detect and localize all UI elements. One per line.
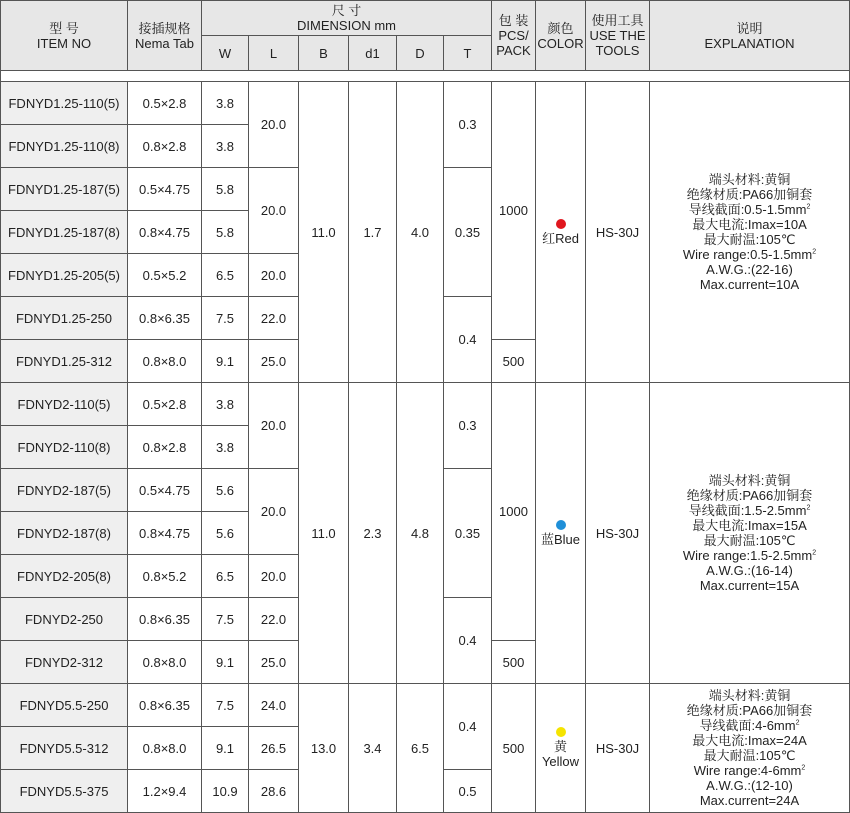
model-cell: FDNYD1.25-110(5): [1, 82, 128, 125]
pack-cell: 500: [492, 684, 536, 813]
l-cell: 22.0: [249, 598, 299, 641]
model-cell: FDNYD1.25-205(5): [1, 254, 128, 297]
tab-cell: 0.8×8.0: [128, 340, 202, 383]
tool-cell: HS-30J: [586, 383, 650, 684]
tab-cell: 0.8×6.35: [128, 297, 202, 340]
tab-cell: 0.8×8.0: [128, 641, 202, 684]
header-nema-tab: 接插规格 Nema Tab: [128, 1, 202, 71]
tab-cell: 0.8×8.0: [128, 727, 202, 770]
table-row: [1, 82, 850, 125]
t-cell: 0.35: [444, 168, 492, 297]
t-cell: 0.4: [444, 598, 492, 684]
model-cell: FDNYD2-250: [1, 598, 128, 641]
t-cell: 0.3: [444, 82, 492, 168]
d1-cell: 1.7: [349, 82, 397, 383]
tab-cell: 0.5×2.8: [128, 383, 202, 426]
model-cell: FDNYD1.25-187(5): [1, 168, 128, 211]
header-dim-d1: d1: [349, 36, 397, 71]
header-dimension: 尺 寸 DIMENSION mm: [202, 1, 492, 36]
header-dim-t: T: [444, 36, 492, 71]
d1-cell: 2.3: [349, 383, 397, 684]
w-cell: 6.5: [202, 555, 249, 598]
header-dim-l: L: [249, 36, 299, 71]
color-cell: 红Red: [536, 82, 586, 383]
w-cell: 6.5: [202, 254, 249, 297]
d-cell: 6.5: [397, 684, 444, 813]
t-cell: 0.35: [444, 469, 492, 598]
l-cell: 20.0: [249, 469, 299, 555]
explanation-cell: 端头材料:黄铜 绝缘材质:PA66加铜套 导线截面$:4-6mm^2$ 最大电流:Imax=24A 最大耐温:105℃ Wire $range:4-6mm^2$ A.W.G.:(12-10) Max.current=24A: [650, 684, 850, 813]
red-color-dot: [556, 219, 566, 229]
model-cell: FDNYD2-205(8): [1, 555, 128, 598]
l-cell: 22.0: [249, 297, 299, 340]
l-cell: 20.0: [249, 383, 299, 469]
header-pack: 包 装 PCS/ PACK: [492, 1, 536, 71]
b-cell: 13.0: [299, 684, 349, 813]
l-cell: 20.0: [249, 168, 299, 254]
header-dim-w: W: [202, 36, 249, 71]
w-cell: 5.6: [202, 512, 249, 555]
table-row: [1, 684, 850, 727]
explanation-cell: 端头材料:黄铜 绝缘材质:PA66加铜套 导线截面$:0.5-1.5mm^2$ 最大电流:Imax=10A 最大耐温:105℃ Wire $range:0.5-1.5mm^2$ A.W.G.:(22-16) Max.current=10A: [650, 82, 850, 383]
w-cell: 7.5: [202, 684, 249, 727]
w-cell: 7.5: [202, 598, 249, 641]
tab-cell: 0.5×4.75: [128, 168, 202, 211]
l-cell: 20.0: [249, 82, 299, 168]
header-spacer: [1, 71, 850, 82]
pack-cell: 1000: [492, 82, 536, 340]
l-cell: 28.6: [249, 770, 299, 813]
color-cell: 蓝Blue: [536, 383, 586, 684]
explanation-cell: 端头材料:黄铜 绝缘材质:PA66加铜套 导线截面$:1.5-2.5mm^2$ 最大电流:Imax=15A 最大耐温:105℃ Wire $range:1.5-2.5mm^2$ A.W.G.:(16-14) Max.current=15A: [650, 383, 850, 684]
tab-cell: 0.8×6.35: [128, 598, 202, 641]
header-dim-b: B: [299, 36, 349, 71]
yellow-color-dot: [556, 727, 566, 737]
w-cell: 9.1: [202, 641, 249, 684]
color-cell: 黄 Yellow: [536, 684, 586, 813]
header-color: 颜色 COLOR: [536, 1, 586, 71]
w-cell: 10.9: [202, 770, 249, 813]
w-cell: 9.1: [202, 340, 249, 383]
model-cell: FDNYD2-110(8): [1, 426, 128, 469]
tab-cell: 0.5×2.8: [128, 82, 202, 125]
model-cell: FDNYD2-110(5): [1, 383, 128, 426]
model-cell: FDNYD5.5-375: [1, 770, 128, 813]
tool-cell: HS-30J: [586, 82, 650, 383]
w-cell: 5.8: [202, 211, 249, 254]
pack-cell: 500: [492, 641, 536, 684]
t-cell: 0.4: [444, 297, 492, 383]
blue-color-dot: [556, 520, 566, 530]
t-cell: 0.4: [444, 684, 492, 770]
table-row: [1, 383, 850, 426]
tab-cell: 0.8×2.8: [128, 426, 202, 469]
model-cell: FDNYD2-187(5): [1, 469, 128, 512]
w-cell: 5.8: [202, 168, 249, 211]
b-cell: 11.0: [299, 82, 349, 383]
pack-cell: 1000: [492, 383, 536, 641]
b-cell: 11.0: [299, 383, 349, 684]
l-cell: 20.0: [249, 555, 299, 598]
d-cell: 4.8: [397, 383, 444, 684]
header-tools: 使用工具 USE THE TOOLS: [586, 1, 650, 71]
w-cell: 7.5: [202, 297, 249, 340]
model-cell: FDNYD2-187(8): [1, 512, 128, 555]
model-cell: FDNYD1.25-110(8): [1, 125, 128, 168]
w-cell: 3.8: [202, 82, 249, 125]
pack-cell: 500: [492, 340, 536, 383]
l-cell: 24.0: [249, 684, 299, 727]
model-cell: FDNYD5.5-250: [1, 684, 128, 727]
tab-cell: 0.8×2.8: [128, 125, 202, 168]
tab-cell: 1.2×9.4: [128, 770, 202, 813]
model-cell: FDNYD1.25-187(8): [1, 211, 128, 254]
d1-cell: 3.4: [349, 684, 397, 813]
tab-cell: 0.5×5.2: [128, 254, 202, 297]
tab-cell: 0.8×4.75: [128, 211, 202, 254]
l-cell: 25.0: [249, 340, 299, 383]
d-cell: 4.0: [397, 82, 444, 383]
model-cell: FDNYD1.25-312: [1, 340, 128, 383]
header-item-no: 型 号 ITEM NO: [1, 1, 128, 71]
w-cell: 5.6: [202, 469, 249, 512]
tab-cell: 0.5×4.75: [128, 469, 202, 512]
w-cell: 9.1: [202, 727, 249, 770]
l-cell: 25.0: [249, 641, 299, 684]
tab-cell: 0.8×6.35: [128, 684, 202, 727]
model-cell: FDNYD2-312: [1, 641, 128, 684]
tool-cell: HS-30J: [586, 684, 650, 813]
tab-cell: 0.8×5.2: [128, 555, 202, 598]
model-cell: FDNYD5.5-312: [1, 727, 128, 770]
tab-cell: 0.8×4.75: [128, 512, 202, 555]
w-cell: 3.8: [202, 125, 249, 168]
header-explanation: 说明 EXPLANATION: [650, 1, 850, 71]
header-dim-d: D: [397, 36, 444, 71]
l-cell: 26.5: [249, 727, 299, 770]
w-cell: 3.8: [202, 426, 249, 469]
w-cell: 3.8: [202, 383, 249, 426]
model-cell: FDNYD1.25-250: [1, 297, 128, 340]
t-cell: 0.3: [444, 383, 492, 469]
l-cell: 20.0: [249, 254, 299, 297]
t-cell: 0.5: [444, 770, 492, 813]
